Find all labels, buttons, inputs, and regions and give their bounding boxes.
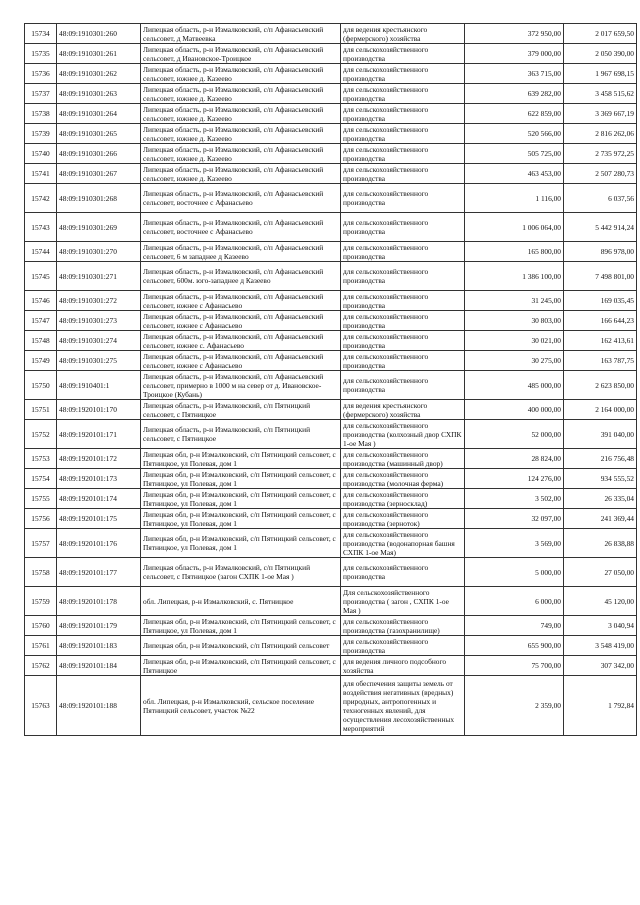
permitted-use: для сельскохозяйственного производства: [341, 636, 465, 656]
row-number: 15757: [25, 529, 57, 558]
cadastral-number: 48:09:1910301:262: [57, 64, 141, 84]
permitted-use: для сельскохозяйственного производства (машинный двор): [341, 449, 465, 469]
parcel-area: 5 000,00: [465, 558, 564, 587]
cadastral-value: 3 458 515,62: [564, 84, 637, 104]
parcel-location: Липецкая область, р-н Измалковский, с/п Афанасьевский сельсовет, южнее д. Казеево: [141, 124, 341, 144]
cadastral-value: 3 040,94: [564, 616, 637, 636]
cadastral-value: 2 017 659,50: [564, 24, 637, 44]
parcel-area: 520 566,00: [465, 124, 564, 144]
table-row: [25, 400, 637, 420]
row-number: 15752: [25, 420, 57, 449]
row-number: 15761: [25, 636, 57, 656]
parcel-area: 75 700,00: [465, 656, 564, 676]
table-row: [25, 331, 637, 351]
table-row: [25, 164, 637, 184]
parcel-area: 1 386 100,00: [465, 262, 564, 291]
table-row: [25, 291, 637, 311]
cadastral-value: 2 164 000,00: [564, 400, 637, 420]
parcel-location: Липецкая область, р-н Измалковский, с/п Афанасьевский сельсовет, южнее д. Казеево: [141, 104, 341, 124]
permitted-use: для сельскохозяйственного производства: [341, 242, 465, 262]
table-row: [25, 351, 637, 371]
cadastral-number: 48:09:1920101:171: [57, 420, 141, 449]
parcel-location: Липецкая обл, р-н Измалковский, с/п Пятницкий сельсовет, с Пятницкое, ул Полевая, дом 1: [141, 449, 341, 469]
table-row: [25, 469, 637, 489]
parcel-area: 30 021,00: [465, 331, 564, 351]
parcel-location: Липецкая область, р-н Измалковский, с/п Афанасьевский сельсовет, южнее с. Афанасьево: [141, 331, 341, 351]
cadastral-number: 48:09:1910301:265: [57, 124, 141, 144]
permitted-use: для сельскохозяйственного производства: [341, 84, 465, 104]
permitted-use: для сельскохозяйственного производства: [341, 144, 465, 164]
permitted-use: для сельскохозяйственного производства: [341, 164, 465, 184]
permitted-use: для сельскохозяйственного производства (зерносклад): [341, 489, 465, 509]
permitted-use: для сельскохозяйственного производства: [341, 124, 465, 144]
parcel-area: 1 006 064,00: [465, 213, 564, 242]
row-number: 15741: [25, 164, 57, 184]
cadastral-value: 2 816 262,06: [564, 124, 637, 144]
parcel-location: Липецкая область, р-н Измалковский, с/п Афанасьевский сельсовет, примерно в 1000 м на север от д. Ивановское-Троицкое (Кубань): [141, 371, 341, 400]
parcel-area: 639 282,00: [465, 84, 564, 104]
parcel-location: Липецкая область, р-н Измалковский, с/п Афанасьевский сельсовет, восточнее с Афанасьево: [141, 213, 341, 242]
table-row: [25, 587, 637, 616]
cadastral-number: 48:09:1910301:268: [57, 184, 141, 213]
permitted-use: для сельскохозяйственного производства: [341, 371, 465, 400]
parcel-location: Липецкая обл, р-н Измалковский, с/п Пятницкий сельсовет, с Пятницкое, ул Полевая, дом 1: [141, 509, 341, 529]
parcel-area: 31 245,00: [465, 291, 564, 311]
parcel-area: 1 116,00: [465, 184, 564, 213]
cadastral-value: 45 120,00: [564, 587, 637, 616]
row-number: 15750: [25, 371, 57, 400]
cadastral-value: 6 037,56: [564, 184, 637, 213]
parcel-location: обл. Липецкая, р-н Измалковский, с. Пятницкое: [141, 587, 341, 616]
permitted-use: для сельскохозяйственного производства: [341, 44, 465, 64]
cadastral-number: 48:09:1910301:266: [57, 144, 141, 164]
cadastral-number: 48:09:1910301:274: [57, 331, 141, 351]
row-number: 15746: [25, 291, 57, 311]
parcel-location: Липецкая область, р-н Измалковский, с/п Афанасьевский сельсовет, южнее д. Казеево: [141, 64, 341, 84]
permitted-use: для сельскохозяйственного производства (зерноток): [341, 509, 465, 529]
parcel-area: 622 859,00: [465, 104, 564, 124]
table-row: [25, 558, 637, 587]
parcel-location: Липецкая область, р-н Измалковский, с/п Пятницкий сельсовет, с Пятницкое: [141, 420, 341, 449]
table-row: [25, 529, 637, 558]
parcel-area: 485 000,00: [465, 371, 564, 400]
table-row: [25, 104, 637, 124]
parcel-area: 52 000,00: [465, 420, 564, 449]
cadastral-value: 216 756,48: [564, 449, 637, 469]
row-number: 15734: [25, 24, 57, 44]
permitted-use: для сельскохозяйственного производства: [341, 184, 465, 213]
cadastral-number: 48:09:1920101:174: [57, 489, 141, 509]
cadastral-value: 7 498 801,00: [564, 262, 637, 291]
parcel-area: 463 453,00: [465, 164, 564, 184]
cadastral-value: 241 369,44: [564, 509, 637, 529]
parcel-location: Липецкая обл, р-н Измалковский, с/п Пятницкий сельсовет, с Пятницкое, ул Полевая, дом 1: [141, 469, 341, 489]
cadastral-value: 27 050,00: [564, 558, 637, 587]
parcel-area: 32 097,00: [465, 509, 564, 529]
parcel-location: Липецкая область, р-н Измалковский, с/п Афанасьевский сельсовет, южнее с Афанасьево: [141, 291, 341, 311]
permitted-use: для сельскохозяйственного производства (газохранилище): [341, 616, 465, 636]
permitted-use: для ведения крестьянского (фермерского) хозяйства: [341, 24, 465, 44]
parcel-location: Липецкая обл, р-н Измалковский, с/п Пятницкий сельсовет, с Пятницкое: [141, 656, 341, 676]
cadastral-number: 48:09:1910301:260: [57, 24, 141, 44]
permitted-use: для сельскохозяйственного производства (колхозный двор СХПК 1-ое Мая ): [341, 420, 465, 449]
cadastral-number: 48:09:1910301:271: [57, 262, 141, 291]
cadastral-number: 48:09:1920101:175: [57, 509, 141, 529]
table-row: [25, 449, 637, 469]
permitted-use: для ведения личного подсобного хозяйства: [341, 656, 465, 676]
permitted-use: для сельскохозяйственного производства: [341, 64, 465, 84]
cadastral-number: 48:09:1920101:176: [57, 529, 141, 558]
parcel-area: 372 950,00: [465, 24, 564, 44]
cadastral-number: 48:09:1920101:184: [57, 656, 141, 676]
parcel-location: Липецкая обл, р-н Измалковский, с/п Пятницкий сельсовет: [141, 636, 341, 656]
permitted-use: для сельскохозяйственного производства: [341, 351, 465, 371]
row-number: 15736: [25, 64, 57, 84]
parcel-location: Липецкая область, р-н Измалковский, с/п Пятницкий сельсовет, с Пятницкое (загон СХПК 1-ое Мая ): [141, 558, 341, 587]
permitted-use: Для сельскохозяйственного производства ( загон , СХПК 1-ое Мая ): [341, 587, 465, 616]
parcel-area: 2 359,00: [465, 676, 564, 736]
row-number: 15754: [25, 469, 57, 489]
cadastral-number: 48:09:1920101:173: [57, 469, 141, 489]
table-row: [25, 84, 637, 104]
parcel-area: 655 900,00: [465, 636, 564, 656]
parcel-location: Липецкая область, р-н Измалковский, с/п Афанасьевский сельсовет, д Матвеевка: [141, 24, 341, 44]
parcel-area: 6 000,00: [465, 587, 564, 616]
permitted-use: для обеспечения защиты земель от воздействия негативных (вредных) природных, антропогенных и техногенных явлений, для осуществления лесохозяйственных мероприятий: [341, 676, 465, 736]
row-number: 15751: [25, 400, 57, 420]
permitted-use: для сельскохозяйственного производства: [341, 104, 465, 124]
row-number: 15749: [25, 351, 57, 371]
cadastral-value: 2 623 850,00: [564, 371, 637, 400]
cadastral-value: 5 442 914,24: [564, 213, 637, 242]
cadastral-number: 48:09:1920101:177: [57, 558, 141, 587]
cadastral-value: 169 035,45: [564, 291, 637, 311]
parcel-area: 505 725,00: [465, 144, 564, 164]
permitted-use: для сельскохозяйственного производства: [341, 311, 465, 331]
cadastral-value: 2 507 280,73: [564, 164, 637, 184]
cadastral-number: 48:09:1910301:270: [57, 242, 141, 262]
permitted-use: для сельскохозяйственного производства: [341, 331, 465, 351]
cadastral-number: 48:09:1910301:267: [57, 164, 141, 184]
parcel-location: Липецкая обл, р-н Измалковский, с/п Пятницкий сельсовет, с Пятницкое, ул Полевая, дом 1: [141, 529, 341, 558]
parcel-area: 379 000,00: [465, 44, 564, 64]
parcel-location: Липецкая область, р-н Измалковский, с/п Афанасьевский сельсовет, южнее с Афанасьево: [141, 351, 341, 371]
row-number: 15753: [25, 449, 57, 469]
table-row: [25, 420, 637, 449]
row-number: 15762: [25, 656, 57, 676]
row-number: 15737: [25, 84, 57, 104]
cadastral-number: 48:09:1920101:188: [57, 676, 141, 736]
cadastral-number: 48:09:1920101:170: [57, 400, 141, 420]
permitted-use: для сельскохозяйственного производства: [341, 213, 465, 242]
cadastral-number: 48:09:1920101:179: [57, 616, 141, 636]
cadastral-number: 48:09:1910301:275: [57, 351, 141, 371]
cadastral-number: 48:09:1910301:264: [57, 104, 141, 124]
parcel-location: Липецкая область, р-н Измалковский, с/п Афанасьевский сельсовет, восточнее с Афанасьево: [141, 184, 341, 213]
table-row: [25, 44, 637, 64]
row-number: 15744: [25, 242, 57, 262]
table-row: [25, 64, 637, 84]
row-number: 15742: [25, 184, 57, 213]
cadastral-value: 162 413,61: [564, 331, 637, 351]
permitted-use: для сельскохозяйственного производства: [341, 262, 465, 291]
row-number: 15755: [25, 489, 57, 509]
parcel-area: 28 824,00: [465, 449, 564, 469]
table-row: [25, 489, 637, 509]
permitted-use: для сельскохозяйственного производства (молочная ферма): [341, 469, 465, 489]
parcel-area: 3 569,00: [465, 529, 564, 558]
table-row: [25, 124, 637, 144]
table-row: [25, 636, 637, 656]
cadastral-value-table: [24, 23, 637, 736]
parcel-area: 363 715,00: [465, 64, 564, 84]
table-row: [25, 184, 637, 213]
cadastral-value: 3 369 667,19: [564, 104, 637, 124]
cadastral-value: 391 040,00: [564, 420, 637, 449]
permitted-use: для сельскохозяйственного производства: [341, 558, 465, 587]
table-row: [25, 656, 637, 676]
cadastral-value: 1 792,84: [564, 676, 637, 736]
parcel-location: Липецкая область, р-н Измалковский, с/п Афанасьевский сельсовет, 6 м западнее д Казеево: [141, 242, 341, 262]
row-number: 15760: [25, 616, 57, 636]
parcel-location: Липецкая обл, р-н Измалковский, с/п Пятницкий сельсовет, с Пятницкое, ул Полевая, дом 1: [141, 616, 341, 636]
table-row: [25, 676, 637, 736]
permitted-use: для сельскохозяйственного производства: [341, 291, 465, 311]
table-row: [25, 144, 637, 164]
permitted-use: для ведения крестьянского (фермерского) хозяйства: [341, 400, 465, 420]
parcel-area: 124 276,00: [465, 469, 564, 489]
parcel-area: 30 803,00: [465, 311, 564, 331]
row-number: 15739: [25, 124, 57, 144]
parcel-location: Липецкая область, р-н Измалковский, с/п Пятницкий сельсовет, с Пятницкое: [141, 400, 341, 420]
table-row: [25, 311, 637, 331]
table-row: [25, 242, 637, 262]
parcel-area: 400 000,00: [465, 400, 564, 420]
table-row: [25, 213, 637, 242]
parcel-location: Липецкая область, р-н Измалковский, с/п Афанасьевский сельсовет, южнее д. Казеево: [141, 144, 341, 164]
parcel-location: Липецкая область, р-н Измалковский, с/п Афанасьевский сельсовет, южнее д. Казеево: [141, 84, 341, 104]
row-number: 15735: [25, 44, 57, 64]
cadastral-value: 2 735 972,25: [564, 144, 637, 164]
row-number: 15748: [25, 331, 57, 351]
cadastral-value: 163 787,75: [564, 351, 637, 371]
parcel-area: 3 502,00: [465, 489, 564, 509]
cadastral-value: 26 838,88: [564, 529, 637, 558]
parcel-location: Липецкая область, р-н Измалковский, с/п Афанасьевский сельсовет, южнее с Афанасьево: [141, 311, 341, 331]
row-number: 15758: [25, 558, 57, 587]
cadastral-number: 48:09:1910301:261: [57, 44, 141, 64]
row-number: 15756: [25, 509, 57, 529]
row-number: 15743: [25, 213, 57, 242]
cadastral-number: 48:09:1920101:172: [57, 449, 141, 469]
cadastral-number: 48:09:1910301:269: [57, 213, 141, 242]
cadastral-value: 1 967 698,15: [564, 64, 637, 84]
table-row: [25, 509, 637, 529]
cadastral-value: 26 335,04: [564, 489, 637, 509]
parcel-location: Липецкая обл, р-н Измалковский, с/п Пятницкий сельсовет, с Пятницкое, ул Полевая, дом 1: [141, 489, 341, 509]
parcel-location: обл. Липецкая, р-н Измалковский, сельское поселение Пятницкий сельсовет, участок №22: [141, 676, 341, 736]
cadastral-number: 48:09:1910401:1: [57, 371, 141, 400]
permitted-use: для сельскохозяйственного производства (водонапорная башня СХПК 1-ое Мая): [341, 529, 465, 558]
cadastral-value: 3 548 419,00: [564, 636, 637, 656]
table-row: [25, 24, 637, 44]
parcel-area: 749,00: [465, 616, 564, 636]
row-number: 15740: [25, 144, 57, 164]
cadastral-number: 48:09:1910301:273: [57, 311, 141, 331]
cadastral-value: 307 342,00: [564, 656, 637, 676]
table-row: [25, 371, 637, 400]
table-body: [25, 24, 637, 736]
cadastral-number: 48:09:1920101:178: [57, 587, 141, 616]
row-number: 15745: [25, 262, 57, 291]
parcel-area: 165 800,00: [465, 242, 564, 262]
cadastral-number: 48:09:1910301:272: [57, 291, 141, 311]
parcel-location: Липецкая область, р-н Измалковский, с/п Афанасьевский сельсовет, южнее д. Казеево: [141, 164, 341, 184]
row-number: 15763: [25, 676, 57, 736]
parcel-area: 30 275,00: [465, 351, 564, 371]
cadastral-value: 934 555,52: [564, 469, 637, 489]
parcel-location: Липецкая область, р-н Измалковский, с/п Афанасьевский сельсовет, 600м. юго-западнее д Казеево: [141, 262, 341, 291]
parcel-location: Липецкая область, р-н Измалковский, с/п Афанасьевский сельсовет, д Ивановское-Троицкое: [141, 44, 341, 64]
row-number: 15747: [25, 311, 57, 331]
row-number: 15738: [25, 104, 57, 124]
row-number: 15759: [25, 587, 57, 616]
cadastral-number: 48:09:1920101:183: [57, 636, 141, 656]
table-row: [25, 616, 637, 636]
cadastral-number: 48:09:1910301:263: [57, 84, 141, 104]
cadastral-value: 896 978,00: [564, 242, 637, 262]
cadastral-value: 2 050 390,00: [564, 44, 637, 64]
cadastral-value: 166 644,23: [564, 311, 637, 331]
table-row: [25, 262, 637, 291]
